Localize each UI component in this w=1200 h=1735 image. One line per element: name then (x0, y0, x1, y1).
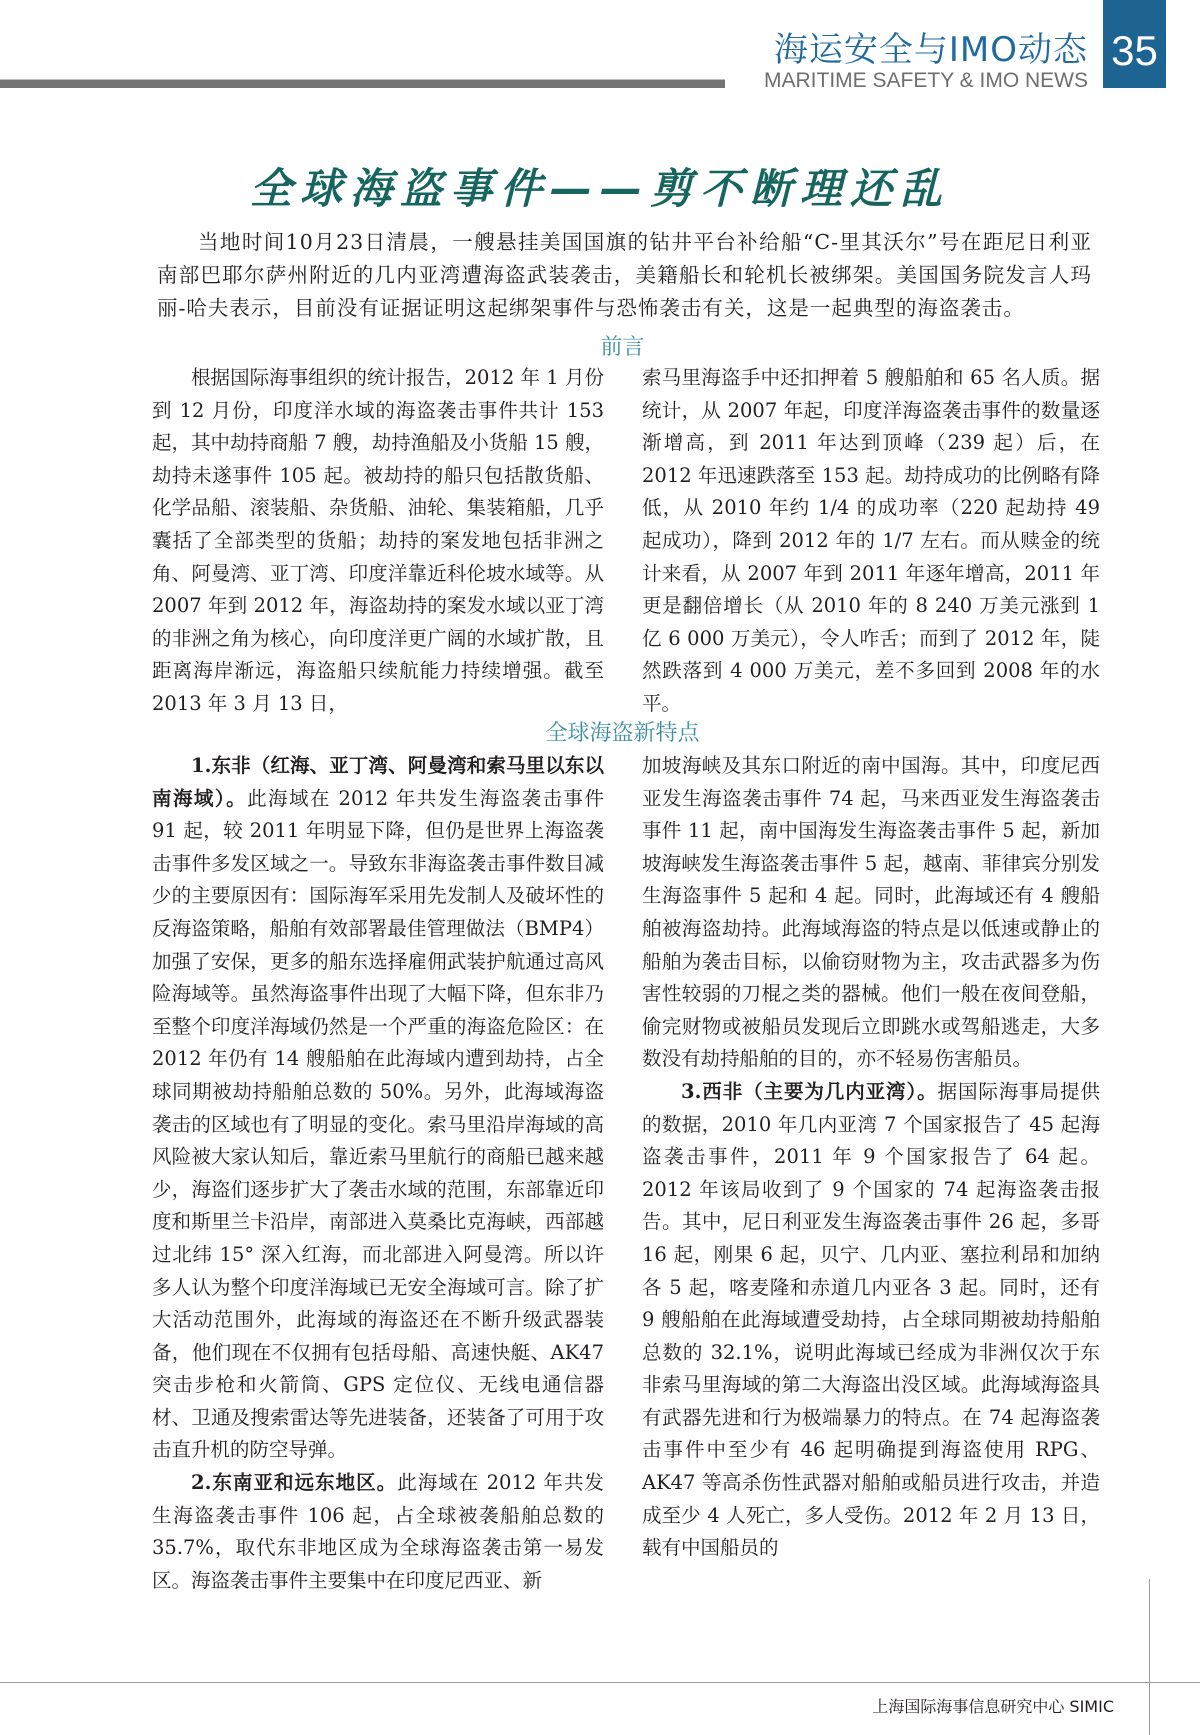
section-title-en: MARITIME SAFETY & IMO NEWS (764, 69, 1088, 92)
west-africa-text: 据国际海事局提供的数据，2010 年几内亚湾 7 个国家报告了 45 起海盗袭击事件，2011 年 9 个国家报告了 64 起。2012 年该局收到了 9 个国家的 74 起海盗袭击报告。其中，尼日利亚发生海盗袭击事件 26 起，多哥 16 起，刚果 6 起，贝宁、几内亚、塞拉利昂和加纳各 5 起，喀麦隆和赤道几内亚各 3 起。同时，还有 9 艘船舶在此海域遭受劫持，占全球同期被劫持船舶总数的 32.1%，说明此海域已经成为非洲仅次于东非索马里海域的第二大海盗出没区域。此海域海盗具有武器先进和行为极端暴力的特点。在 74 起海盗袭击事件中至少有 46 起明确提到海盗使用 RPG、AK47 等高杀伤性武器对船舶或船员进行攻击，并造成至少 4 人死亡，多人受伤。2012 年 2 月 13 日，载有中国船员的 (642, 1079, 1100, 1560)
east-africa-text: 此海域在 2012 年共发生海盗袭击事件 91 起，较 2011 年明显下降，但仍是世界上海盗袭击事件多发区域之一。导致东非海盗袭击事件数目减少的主要原因有：国际海军采用先发制人及破坏性的反海盗策略，船舶有效部署最佳管理做法（BMP4）加强了安保，更多的船东选择雇佣武装护航通过高风险海域等。虽然海盗事件出现了大幅下降，但东非乃至整个印度洋海域仍然是一个严重的海盗危险区：在 2012 年仍有 14 艘船舶在此海域内遭到劫持，占全球同期被劫持船舶总数的 50%。另外，此海域海盗袭击的区域也有了明显的变化。索马里沿岸海域的高风险被大家认知后，靠近索马里航行的商船已越来越少，海盗们逐步扩大了袭击水域的范围，东部靠近印度和斯里兰卡沿岸，南部进入莫桑比克海峡，西部越过北纬 15° 深入红海，而北部进入阿曼湾。所以许多人认为整个印度洋海域已无安全海域可言。除了扩大活动范围外，此海域的海盗还在不断升级武器装备，他们现在不仅拥有包括母船、高速快艇、AK47 突击步枪和火箭筒、GPS 定位仪、无线电通信器材、卫通及搜索雷达等先进装备，还装备了可用于攻击直升机的防空导弹。 (152, 786, 604, 1462)
preface-right-column (642, 362, 1100, 721)
footer-publisher: 上海国际海事信息研究中心 SIMIC (872, 1697, 1114, 1716)
southeast-asia-paragraph-continued: 加坡海峡及其东口附近的南中国海。其中，印度尼西亚发生海盗袭击事件 74 起，马来西亚发生海盗袭击事件 11 起，南中国海发生海盗袭击事件 5 起，新加坡海峡发生海盗袭击事件 5 起，越南、菲律宾分别发生海盗事件 5 起和 4 起。同时，此海域还有 4 艘船舶被海盗劫持。此海域海盗的特点是以低速或静止的船舶为袭击目标，以偷窃财物为主，攻击武器多为伤害性较弱的刀棍之类的器械。他们一般在夜间登船，偷完财物或被船员发现后立即跳水或驾船逃走，大多数没有劫持船舶的目的，亦不轻易伤害船员。 (642, 754, 1100, 1071)
footer-rule (0, 1682, 1200, 1683)
east-africa-heading: 1.东非（红海、亚丁湾、阿曼湾和索马里以东以南海域）。 (152, 754, 604, 810)
west-africa-heading: 3.西非（主要为几内亚湾）。 (681, 1079, 938, 1103)
section-title-cn: 海运安全与IMO动态 (773, 30, 1088, 70)
page-number-box (1103, 0, 1166, 88)
page-number: 35 (1111, 27, 1158, 74)
preface-paragraph-continued: 索马里海盗手中还扣押着 5 艘船舶和 65 名人质。据统计，从 2007 年起，印度洋海盗袭击事件的数量逐渐增高，到 2011 年达到顶峰（239 起）后，在 2012 年迅速跌落至 153 起。劫持成功的比例略有降低，从 2010 年约 1/4 的成功率（220 起劫持 49 起成功），降到 2012 年的 1/7 左右。而从赎金的统计来看，从 2007 年到 2011 年逐年增高，2011 年更是翻倍增长（从 2010 年的 8 240 万美元涨到 1 亿 6 000 万美元），令人咋舌；而到了 2012 年，陡然跌落到 4 000 万美元，差不多回到 2008 年的水平。 (642, 366, 1100, 715)
article-lead: 当地时间10月23日清晨，一艘悬挂美国国旗的钻井平台补给船“C-里其沃尔”号在距尼日利亚南部巴耶尔萨州附近的几内亚湾遭海盗武装袭击，美籍船长和轮机长被绑架。美国国务院发言人玛丽-哈夫表示，目前没有证据证明这起绑架事件与恐怖袭击有关，这是一起典型的海盗袭击。 (157, 230, 1092, 320)
east-africa-paragraph (152, 750, 604, 1467)
features-right-column (642, 750, 1100, 1565)
southeast-asia-paragraph (152, 1467, 604, 1597)
preface-paragraph: 根据国际海事组织的统计报告，2012 年 1 月份到 12 月份，印度洋水域的海盗袭击事件共计 153 起，其中劫持商船 7 艘，劫持渔船及小货船 15 艘，劫持未遂事件 105 起。被劫持的船只包括散货船、化学品船、滚装船、杂货船、油轮、集装箱船，几乎囊括了全部类型的货船；劫持的案发地包括非洲之角、阿曼湾、亚丁湾、印度洋靠近科伦坡水域等。从 2007 年到 2012 年，海盗劫持的案发水域以亚丁湾的非洲之角为核心，向印度洋更广阔的水域扩散，且距离海岸渐远，海盗船只续航能力持续增强。截至 2013 年 3 月 13 日， (152, 366, 605, 715)
southeast-asia-text: 此海域在 2012 年共发生海盗袭击事件 106 起，占全球被袭船舶总数的 35.7%，取代东非地区成为全球海盗袭击第一易发区。海盗袭击事件主要集中在印度尼西亚、新 (152, 1471, 604, 1592)
article-title: 全球海盗事件——剪不断理还乱 (249, 164, 950, 213)
preface-left-column (152, 362, 604, 721)
footer-vertical-rule (1149, 1579, 1150, 1735)
southeast-asia-heading: 2.东南亚和远东地区。 (191, 1471, 398, 1495)
features-left-column (152, 750, 604, 1650)
section-heading-new-features: 全球海盗新特点 (545, 721, 700, 746)
header-rule (0, 79, 725, 88)
section-heading-preface: 前言 (600, 335, 645, 360)
west-africa-paragraph (642, 1076, 1100, 1565)
